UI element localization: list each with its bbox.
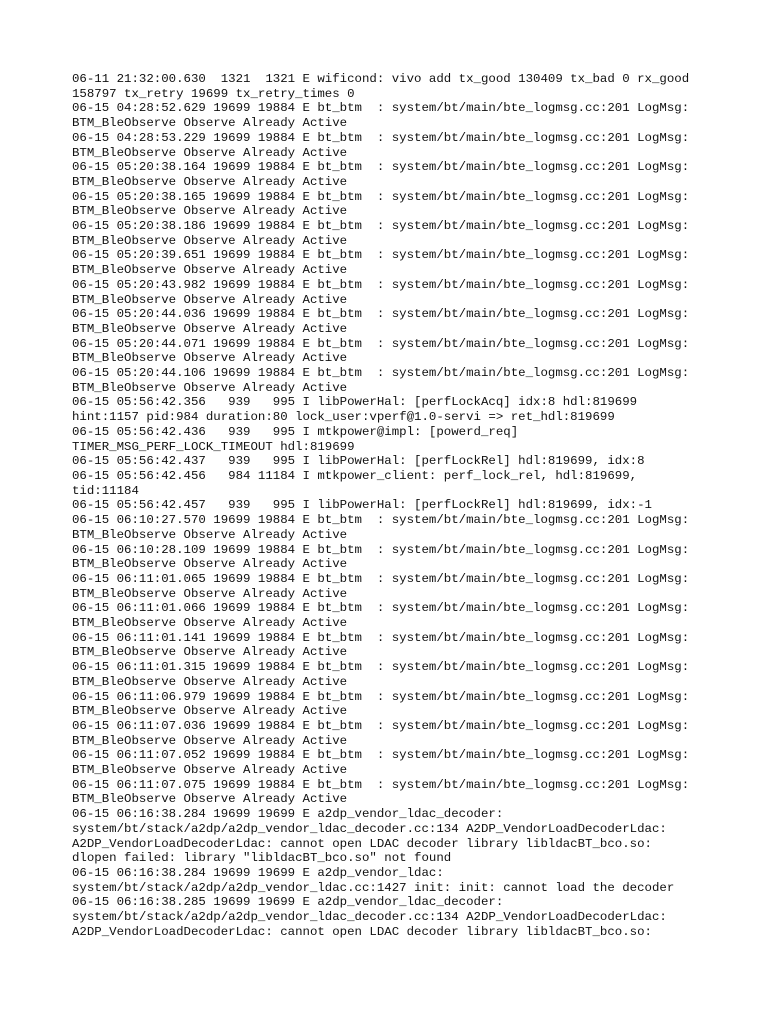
log-line: 06-11 21:32:00.630 1321 1321 E wificond: vivo add tx_good 130409 tx_bad 0 rx_good <box>72 72 690 86</box>
log-line: 06-15 04:28:53.229 19699 19884 E bt_btm : system/bt/main/bte_logmsg.cc:201 LogMsg: <box>72 130 690 145</box>
log-line: BTM_BleObserve Observe Already Active <box>72 351 348 366</box>
log-line: 06-15 06:11:07.075 19699 19884 E bt_btm : system/bt/main/bte_logmsg.cc:201 LogMsg: <box>72 777 690 792</box>
log-line: 06-15 05:56:42.456 984 11184 I mtkpower_client: perf_lock_rel, hdl:819699, <box>72 468 638 483</box>
log-line: BTM_BleObserve Observe Already Active <box>72 763 348 778</box>
log-line: BTM_BleObserve Observe Already Active <box>72 204 348 219</box>
log-line: 06-15 06:16:38.284 19699 19699 E a2dp_vendor_ldac: <box>72 865 444 880</box>
log-line: 06-15 06:16:38.284 19699 19699 E a2dp_vendor_ldac_decoder: <box>72 807 504 822</box>
log-line: system/bt/stack/a2dp/a2dp_vendor_ldac_decoder.cc:134 A2DP_VendorLoadDecoderLdac: <box>72 821 667 836</box>
log-line: 06-15 06:11:06.979 19699 19884 E bt_btm : system/bt/main/bte_logmsg.cc:201 LogMsg: <box>72 689 690 704</box>
log-line: 06-15 05:20:39.651 19699 19884 E bt_btm : system/bt/main/bte_logmsg.cc:201 LogMsg: <box>72 248 690 263</box>
log-line: 06-15 06:10:27.570 19699 19884 E bt_btm : system/bt/main/bte_logmsg.cc:201 LogMsg: <box>72 513 690 528</box>
log-line: 06-15 06:11:01.315 19699 19884 E bt_btm : system/bt/main/bte_logmsg.cc:201 LogMsg: <box>72 660 690 675</box>
log-line: 06-15 06:11:01.141 19699 19884 E bt_btm : system/bt/main/bte_logmsg.cc:201 LogMsg: <box>72 630 690 645</box>
log-line: BTM_BleObserve Observe Already Active <box>72 527 348 542</box>
log-line: BTM_BleObserve Observe Already Active <box>72 645 348 660</box>
log-line: BTM_BleObserve Observe Already Active <box>72 792 348 807</box>
log-line: BTM_BleObserve Observe Already Active <box>72 674 348 689</box>
log-line: 06-15 06:16:38.285 19699 19699 E a2dp_vendor_ldac_decoder: <box>72 895 504 910</box>
log-line: 06-15 05:20:38.164 19699 19884 E bt_btm : system/bt/main/bte_logmsg.cc:201 LogMsg: <box>72 160 690 175</box>
log-line: 06-15 05:20:44.071 19699 19884 E bt_btm : system/bt/main/bte_logmsg.cc:201 LogMsg: <box>72 336 690 351</box>
log-line: BTM_BleObserve Observe Already Active <box>72 145 348 160</box>
log-line: hint:1157 pid:984 duration:80 lock_user:vperf@1.0-servi => ret_hdl:819699 <box>72 410 615 425</box>
log-line: 06-15 06:11:01.066 19699 19884 E bt_btm : system/bt/main/bte_logmsg.cc:201 LogMsg: <box>72 601 690 616</box>
log-line: BTM_BleObserve Observe Already Active <box>72 704 348 719</box>
log-line: 06-15 05:20:43.982 19699 19884 E bt_btm : system/bt/main/bte_logmsg.cc:201 LogMsg: <box>72 277 690 292</box>
log-line: 06-15 04:28:52.629 19699 19884 E bt_btm : system/bt/main/bte_logmsg.cc:201 LogMsg: <box>72 101 690 116</box>
log-line: A2DP_VendorLoadDecoderLdac: cannot open LDAC decoder library libldacBT_bco.so: <box>72 836 652 851</box>
log-line: 06-15 05:20:38.186 19699 19884 E bt_btm : system/bt/main/bte_logmsg.cc:201 LogMsg: <box>72 219 690 234</box>
log-line: BTM_BleObserve Observe Already Active <box>72 233 348 248</box>
log-line: BTM_BleObserve Observe Already Active <box>72 733 348 748</box>
log-line: TIMER_MSG_PERF_LOCK_TIMEOUT hdl:819699 <box>72 439 355 454</box>
log-view <box>72 72 722 939</box>
log-line: 06-15 06:11:01.065 19699 19884 E bt_btm : system/bt/main/bte_logmsg.cc:201 LogMsg: <box>72 571 690 586</box>
log-line: system/bt/stack/a2dp/a2dp_vendor_ldac_decoder.cc:134 A2DP_VendorLoadDecoderLdac: <box>72 910 667 925</box>
log-line: BTM_BleObserve Observe Already Active <box>72 321 348 336</box>
log-line: BTM_BleObserve Observe Already Active <box>72 116 348 131</box>
log-line: 06-15 05:56:42.437 939 995 I libPowerHal: [perfLockRel] hdl:819699, idx:8 <box>72 454 645 469</box>
log-line: A2DP_VendorLoadDecoderLdac: cannot open LDAC decoder library libldacBT_bco.so: <box>72 924 652 939</box>
log-line: BTM_BleObserve Observe Already Active <box>72 557 348 572</box>
log-line: 158797 tx_retry 19699 tx_retry_times 0 <box>72 86 355 101</box>
log-line: BTM_BleObserve Observe Already Active <box>72 292 348 307</box>
log-line: 06-15 05:20:44.036 19699 19884 E bt_btm : system/bt/main/bte_logmsg.cc:201 LogMsg: <box>72 307 690 322</box>
log-line: tid:11184 <box>72 483 139 498</box>
log-line: 06-15 06:11:07.052 19699 19884 E bt_btm : system/bt/main/bte_logmsg.cc:201 LogMsg: <box>72 748 690 763</box>
log-line: BTM_BleObserve Observe Already Active <box>72 174 348 189</box>
log-line: BTM_BleObserve Observe Already Active <box>72 616 348 631</box>
log-line: 06-15 05:56:42.356 939 995 I libPowerHal: [perfLockAcq] idx:8 hdl:819699 <box>72 395 638 410</box>
log-line: system/bt/stack/a2dp/a2dp_vendor_ldac.cc:1427 init: init: cannot load the decoder <box>72 880 675 895</box>
log-line: 06-15 05:20:38.165 19699 19884 E bt_btm : system/bt/main/bte_logmsg.cc:201 LogMsg: <box>72 189 690 204</box>
log-line: 06-15 06:10:28.109 19699 19884 E bt_btm : system/bt/main/bte_logmsg.cc:201 LogMsg: <box>72 542 690 557</box>
log-line: BTM_BleObserve Observe Already Active <box>72 380 348 395</box>
log-line: 06-15 05:20:44.106 19699 19884 E bt_btm : system/bt/main/bte_logmsg.cc:201 LogMsg: <box>72 366 690 381</box>
log-line: 06-15 05:56:42.457 939 995 I libPowerHal: [perfLockRel] hdl:819699, idx:-1 <box>72 498 652 513</box>
log-line: BTM_BleObserve Observe Already Active <box>72 263 348 278</box>
log-line: 06-15 05:56:42.436 939 995 I mtkpower@impl: [powerd_req] <box>72 424 519 439</box>
log-line: BTM_BleObserve Observe Already Active <box>72 586 348 601</box>
log-line: 06-15 06:11:07.036 19699 19884 E bt_btm : system/bt/main/bte_logmsg.cc:201 LogMsg: <box>72 718 690 733</box>
log-line: dlopen failed: library "libldacBT_bco.so" not found <box>72 851 452 866</box>
